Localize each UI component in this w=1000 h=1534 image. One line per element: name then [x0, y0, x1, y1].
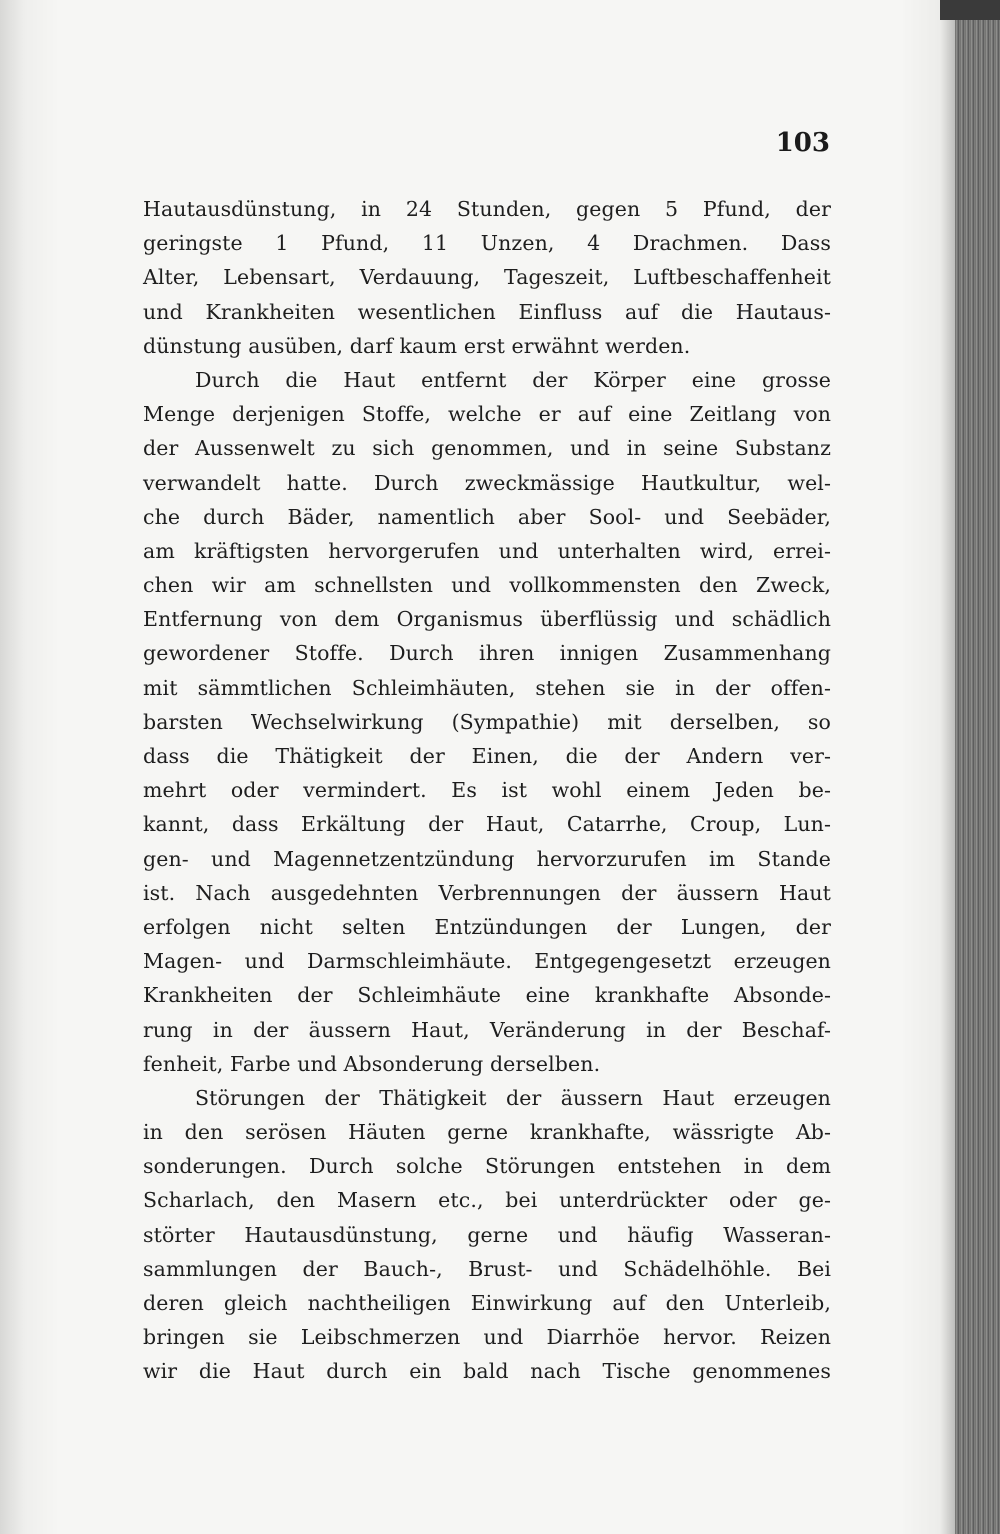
text-line: Scharlach, den Masern etc., bei unterdrückter oder ge-	[143, 1188, 831, 1213]
text-line: Hautausdünstung, in 24 Stunden, gegen 5 Pfund, der	[143, 197, 831, 221]
text-line: Alter, Lebensart, Verdauung, Tageszeit, Luftbeschaffenheit	[143, 265, 831, 290]
text-line: Störungen der Thätigkeit der äussern Haut erzeugen	[195, 1085, 831, 1110]
text-line: fenheit, Farbe und Absonderung derselben.	[143, 1051, 601, 1076]
text-line: sammlungen der Bauch-, Brust- und Schädelhöhle. Bei	[143, 1256, 831, 1281]
text-line: dünstung ausüben, darf kaum erst erwähnt werden.	[143, 333, 691, 358]
text-line: gen- und Magennetzentzündung hervorzurufen im Stande	[143, 846, 831, 871]
text-line: chen wir am schnellsten und vollkommensten den Zweck,	[143, 573, 831, 598]
scan-corner	[940, 0, 1000, 20]
text-line: rung in der äussern Haut, Veränderung in der Beschaf-	[143, 1017, 831, 1042]
text-line: barsten Wechselwirkung (Sympathie) mit derselben, so	[143, 709, 831, 734]
page-number: 103	[775, 128, 830, 158]
text-line: mehrt oder vermindert. Es ist wohl einem Jeden be-	[143, 778, 831, 803]
text-line: Durch die Haut entfernt der Körper eine grosse	[195, 367, 831, 392]
text-line: che durch Bäder, namentlich aber Sool- und Seebäder,	[143, 504, 831, 529]
body-text	[143, 192, 831, 1389]
text-line: deren gleich nachtheiligen Einwirkung auf den Unterleib,	[143, 1291, 831, 1315]
text-line: störter Hautausdünstung, gerne und häufig Wasseran-	[143, 1222, 831, 1247]
text-line: geringste 1 Pfund, 11 Unzen, 4 Drachmen. Dass	[143, 231, 831, 256]
text-line: Entfernung von dem Organismus überflüssig und schädlich	[143, 607, 831, 632]
text-line: Magen- und Darmschleimhäute. Entgegengesetzt erzeugen	[143, 949, 831, 974]
text-line: sonderungen. Durch solche Störungen entstehen in dem	[143, 1154, 831, 1179]
text-line: am kräftigsten hervorgerufen und unterhalten wird, errei-	[143, 538, 831, 563]
page-stack-edge	[955, 0, 1000, 1534]
text-line: mit sämmtlichen Schleimhäuten, stehen sie in der offen-	[143, 675, 831, 700]
text-line: dass die Thätigkeit der Einen, die der Andern ver-	[143, 744, 831, 768]
text-line: Menge derjenigen Stoffe, welche er auf eine Zeitlang von	[143, 402, 831, 427]
text-line: gewordener Stoffe. Durch ihren innigen Zusammenhang	[143, 641, 831, 666]
text-line: in den serösen Häuten gerne krankhafte, wässrigte Ab-	[143, 1120, 831, 1145]
text-line: wir die Haut durch ein bald nach Tische genommenes	[143, 1359, 831, 1384]
text-line: Krankheiten der Schleimhäute eine krankhafte Absonde-	[143, 983, 831, 1008]
text-line: verwandelt hatte. Durch zweckmässige Hautkultur, wel-	[143, 470, 831, 495]
text-line: und Krankheiten wesentlichen Einfluss auf die Hautaus-	[143, 299, 831, 324]
text-line: der Aussenwelt zu sich genommen, und in seine Substanz	[143, 436, 831, 461]
text-line: kannt, dass Erkältung der Haut, Catarrhe, Croup, Lun-	[143, 812, 831, 837]
text-line: bringen sie Leibschmerzen und Diarrhöe hervor. Reizen	[143, 1325, 831, 1350]
text-line: erfolgen nicht selten Entzündungen der Lungen, der	[143, 914, 831, 939]
text-line: ist. Nach ausgedehnten Verbrennungen der äussern Haut	[143, 880, 831, 905]
